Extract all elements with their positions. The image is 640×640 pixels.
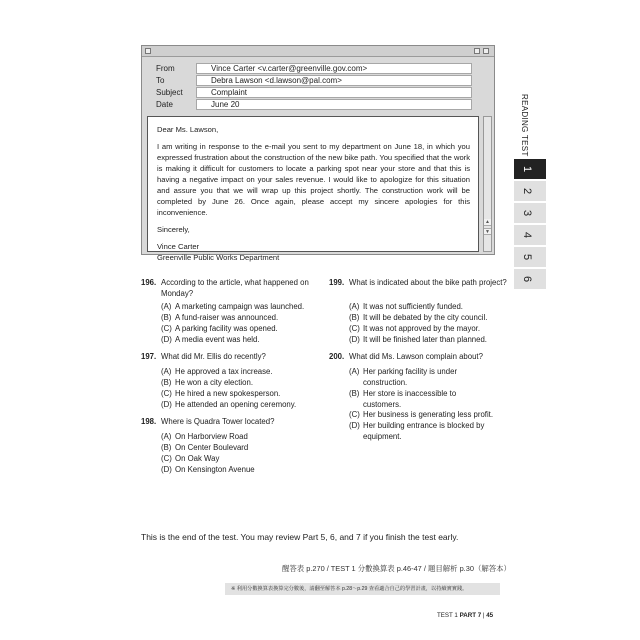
header-label: Date: [156, 100, 173, 109]
email-window: [141, 45, 495, 262]
footer-test: TEST 1: [437, 612, 458, 619]
footer-separator: |: [482, 612, 485, 619]
question-number: 196.: [141, 278, 157, 287]
side-tab-6: 6: [514, 269, 546, 290]
page-footer: [437, 612, 493, 619]
email-scrollbar: [483, 116, 492, 252]
window-minimize-icon: [474, 48, 480, 54]
header-label: Subject: [156, 88, 183, 97]
footer-part: PART 7: [459, 612, 482, 619]
window-close-icon: [483, 48, 489, 54]
section-title: READING TEST: [520, 94, 529, 157]
side-tab-2: 2: [514, 181, 546, 202]
email-body: [147, 116, 479, 262]
header-value: Debra Lawson <d.lawson@pal.com>: [196, 75, 472, 86]
side-tab-5: 5: [514, 247, 546, 268]
email-paragraph: I am writing in response to the e-mail you sent to my department on June 18, in which you expressed frustration about the construction of the new bike path. You specified that the work is making it difficult for customers to locate a parking spot near your store and that this is having a negative impact on your sales revenue. I would like to apologize for this situation and assure you that we will wrap up this project shortly. The construction work will be completed by June 26. Once again, please accept my sincere apologies for this inconvenience.: [157, 142, 470, 217]
question-text: Where is Quadra Tower located?: [161, 417, 275, 426]
side-tab-3: 3: [514, 203, 546, 224]
question-text: According to the article, what happened on Monday?: [161, 278, 309, 298]
study-note: ※ 利用分數換算表換算完分數後，請翻至解答本 p.28～p.29 查看適合自己的學習計畫，以持續實實踐。: [225, 583, 500, 595]
signature-name: Vince Carter: [157, 242, 200, 251]
scroll-down-icon: ▼: [485, 229, 490, 235]
question-number: 199.: [329, 278, 345, 287]
scroll-up-icon: ▲: [485, 219, 490, 225]
header-value: June 20: [196, 99, 472, 110]
side-tab-1: 1: [514, 159, 546, 180]
header-label: From: [156, 64, 175, 73]
question-text: What is indicated about the bike path project?: [349, 278, 507, 287]
end-of-test-text: This is the end of the test. You may review Part 5, 6, and 7 if you finish the test early.: [141, 532, 459, 542]
window-menu-icon: [145, 48, 151, 54]
question-number: 198.: [141, 417, 157, 426]
question-text: What did Ms. Lawson complain about?: [349, 352, 483, 361]
question-number: 200.: [329, 352, 345, 361]
question-number: 197.: [141, 352, 157, 361]
email-closing: Sincerely,: [157, 225, 190, 234]
header-value: Vince Carter <v.carter@greenville.gov.com>: [196, 63, 472, 74]
side-tab-4: 4: [514, 225, 546, 246]
email-greeting: Dear Ms. Lawson,: [157, 125, 219, 134]
header-value: Complaint: [196, 87, 472, 98]
page-number: 45: [486, 612, 494, 619]
question-text: What did Mr. Ellis do recently?: [161, 352, 266, 361]
answer-reference: 醒答表 p.270 / TEST 1 分數換算表 p.46-47 / 題目解析 p.30（解答本）: [282, 564, 511, 573]
signature-department: Greenville Public Works Department: [157, 253, 280, 262]
email-title-bar: [142, 46, 494, 57]
header-label: To: [156, 76, 165, 85]
